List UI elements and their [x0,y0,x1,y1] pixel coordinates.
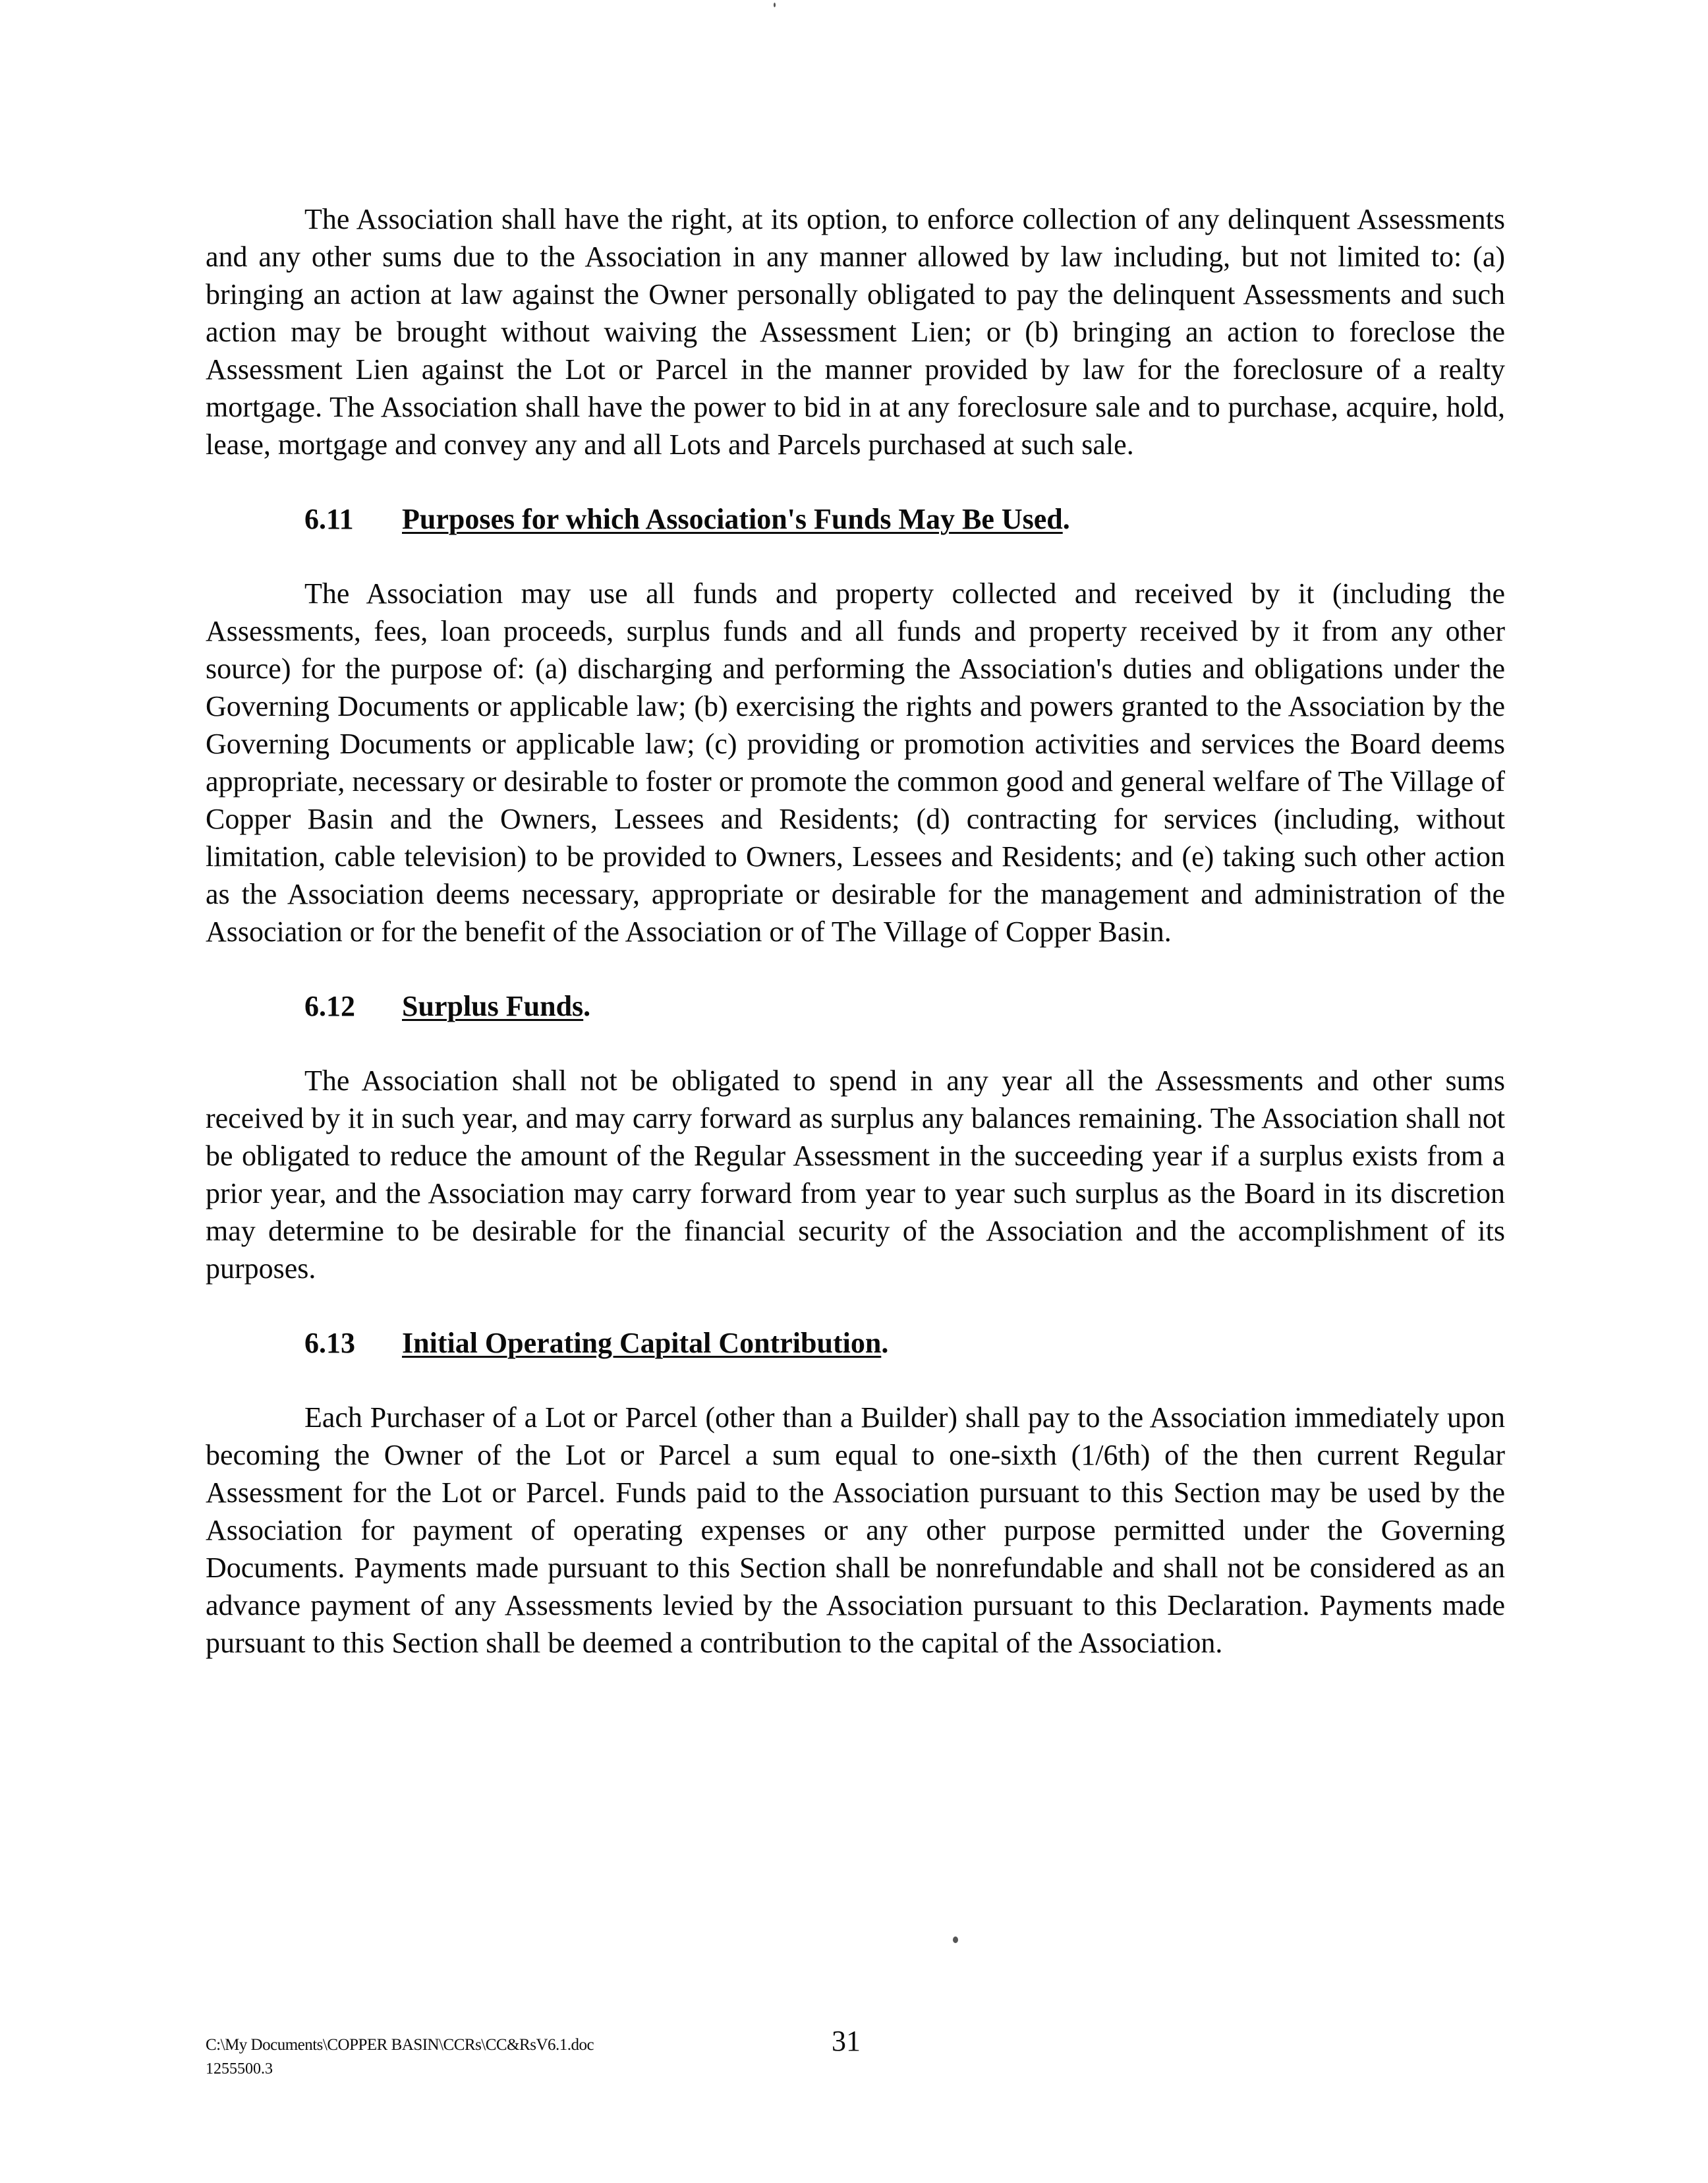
spacer [206,1025,1505,1062]
section-number: 6.13 [304,1327,355,1359]
spacer [206,463,1505,500]
section-title: Purposes for which Association's Funds May Be Used [402,503,1063,535]
section-heading-6-13 [206,1324,1505,1362]
footer-doc-number: 1255500.3 [206,2060,273,2078]
section-heading-6-11 [206,500,1505,538]
section-title-punct: . [583,990,591,1022]
spacer [206,1287,1505,1324]
section-title-punct: . [1062,503,1070,535]
scan-speck [953,1936,958,1943]
section-title: Surplus Funds [402,990,584,1022]
page-number: 31 [832,2025,861,2057]
section-heading-6-12 [206,987,1505,1025]
paragraph-surplus-funds: The Association shall not be obligated to spend in any year all the Assessments and other sums received by it in such year, and may carry forward as surplus any balances remaining. The Association shall not be obligated to reduce the amount of the Regular Assessment in the succeeding year if a surplus exists from a prior year, and the Association may carry forward from year to year such surplus as the Board in its discretion may determine to be desirable for the financial security of the Association and the accomplishment of its purposes. [206,1064,1505,1285]
document-body [206,200,1505,1662]
section-number: 6.12 [304,990,355,1022]
section-number: 6.11 [304,503,354,535]
spacer [206,538,1505,575]
spacer [206,950,1505,987]
footer-file-path: C:\My Documents\COPPER BASIN\CCRs\CC&RsV6.1.doc [206,2036,594,2054]
section-title-punct: . [881,1327,889,1359]
section-title: Initial Operating Capital Contribution [402,1327,882,1359]
paragraph-capital-contribution: Each Purchaser of a Lot or Parcel (other than a Builder) shall pay to the Association immediately upon becoming the Owner of the Lot or Parcel a sum equal to one-sixth (1/6th) of the then current Regular Assessment for the Lot or Parcel. Funds paid to the Association pursuant to this Section may be used by the Association for payment of operating expenses or any other purpose permitted under the Governing Documents. Payments made pursuant to this Section shall be nonrefundable and shall not be considered as an advance payment of any Assessments levied by the Association pursuant to this Declaration. Payments made pursuant to this Section shall be deemed a contribution to the capital of the Association. [206,1401,1505,1659]
paragraph-enforcement: The Association shall have the right, at its option, to enforce collection of any delinquent Assessments and any other sums due to the Association in any manner allowed by law including, but not limited to: (a) bringing an action at law against the Owner personally obligated to pay the delinquent Assessments and such action may be brought without waiving the Assessment Lien; or (b) bringing an action to foreclose the Assessment Lien against the Lot or Parcel in the manner provided by law for the foreclosure of a realty mortgage. The Association shall have the power to bid in at any foreclosure sale and to purchase, acquire, hold, lease, mortgage and convey any and all Lots and Parcels purchased at such sale. [206,203,1505,461]
spacer [206,1362,1505,1399]
paragraph-funds-use: The Association may use all funds and property collected and received by it (including the Assessments, fees, loan proceeds, surplus funds and all funds and property received by it from any other source) for the purpose of: (a) discharging and performing the Association's duties and obligations under the Governing Documents or applicable law; (b) exercising the rights and powers granted to the Association by the Governing Documents or applicable law; (c) providing or promotion activities and services the Board deems appropriate, necessary or desirable to foster or promote the common good and general welfare of The Village of Copper Basin and the Owners, Lessees and Residents; (d) contracting for services (including, without limitation, cable television) to be provided to Owners, Lessees and Residents; and (e) taking such other action as the Association deems necessary, appropriate or desirable for the management and administration of the Association or for the benefit of the Association or of The Village of Copper Basin. [206,577,1505,948]
scan-speck [774,3,776,7]
